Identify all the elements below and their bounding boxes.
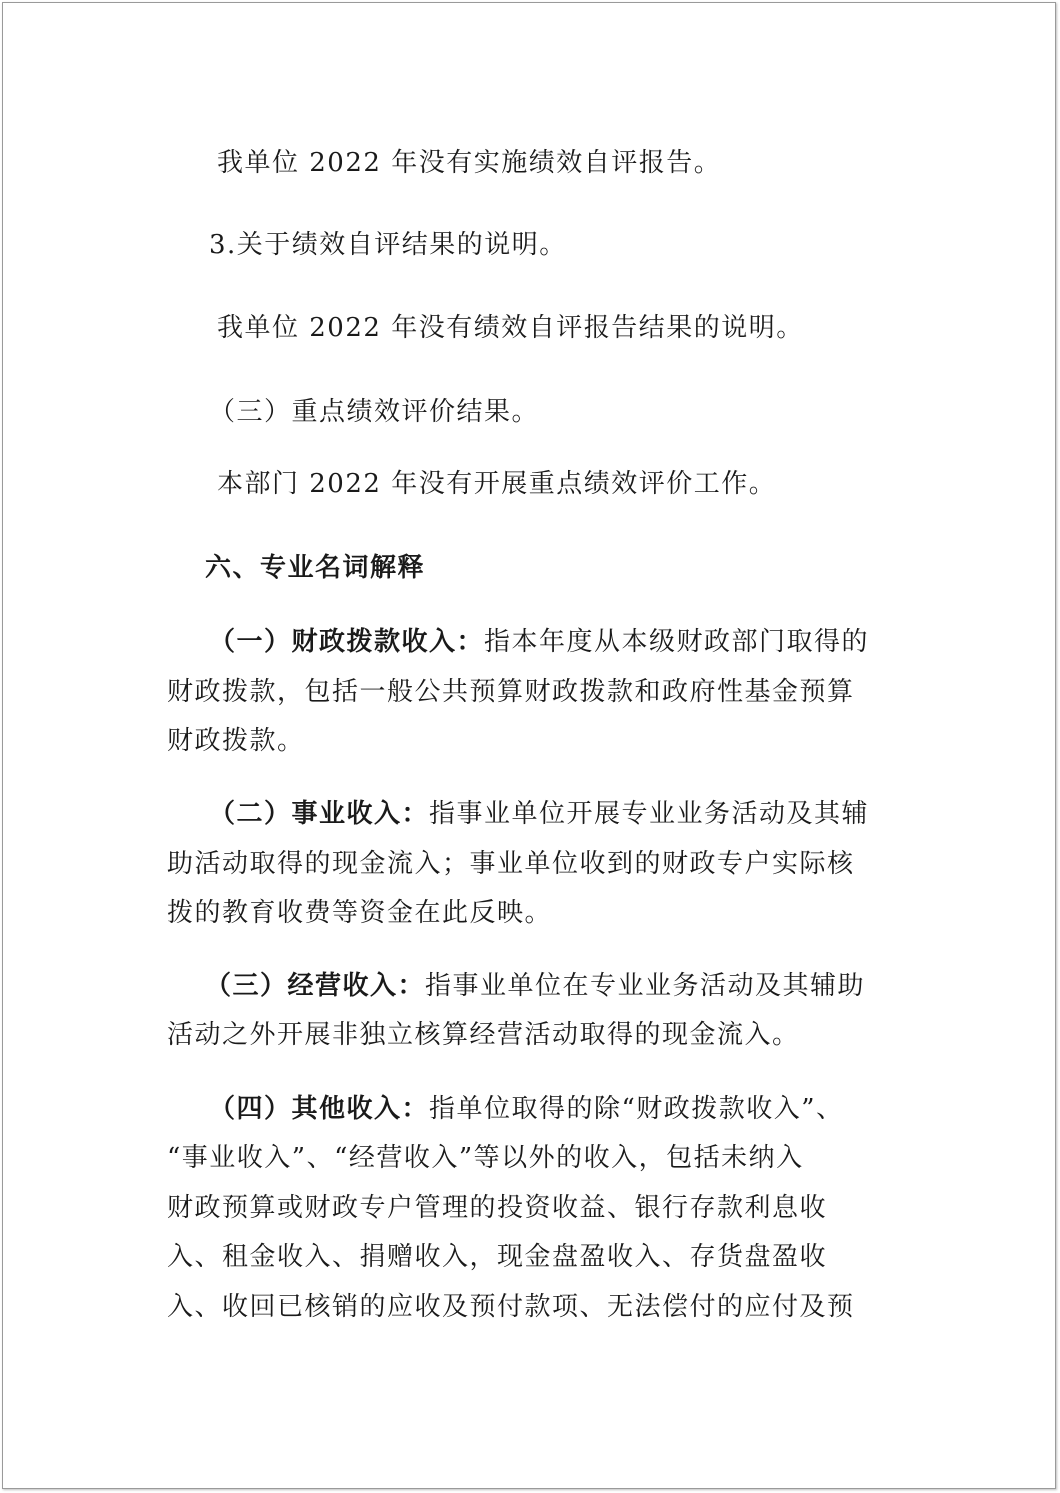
glossary-item-3 <box>205 970 865 1002</box>
paragraph-self-evaluation-report: 我单位 2022 年没有实施绩效自评报告。 <box>217 148 722 178</box>
heading-self-evaluation-result: 3.关于绩效自评结果的说明。 <box>209 230 567 260</box>
paragraph-key-evaluation: 本部门 2022 年没有开展重点绩效评价工作。 <box>217 469 777 499</box>
glossary-def-line: 指单位取得的除“财政拨款收入”、 <box>429 1094 844 1124</box>
glossary-def-line: 财政拨款。 <box>167 726 305 756</box>
heading-key-evaluation: （三）重点绩效评价结果。 <box>209 397 540 427</box>
glossary-term-operating-income: （三）经营收入： <box>205 971 426 1001</box>
glossary-def-line: 指本年度从本级财政部门取得的 <box>484 627 870 657</box>
glossary-def-line: 入、收回已核销的应收及预付款项、无法偿付的应付及预 <box>167 1292 855 1322</box>
glossary-item-4 <box>209 1093 844 1125</box>
glossary-term-business-income: （二）事业收入： <box>209 799 430 829</box>
glossary-def-line: 财政拨款，包括一般公共预算财政拨款和政府性基金预算 <box>167 677 855 707</box>
glossary-def-line: 入、租金收入、捐赠收入，现金盘盈收入、存货盘盈收 <box>167 1242 828 1272</box>
glossary-def-line: 拨的教育收费等资金在此反映。 <box>167 898 553 928</box>
glossary-def-line: 指事业单位开展专业业务活动及其辅 <box>429 799 870 829</box>
glossary-term-other-income: （四）其他收入： <box>209 1094 430 1124</box>
glossary-def-line: 助活动取得的现金流入；事业单位收到的财政专户实际核 <box>167 849 855 879</box>
document-page <box>2 2 1056 1489</box>
glossary-item-1 <box>209 626 869 658</box>
paragraph-self-evaluation-result: 我单位 2022 年没有绩效自评报告结果的说明。 <box>217 313 804 343</box>
glossary-def-line: 指事业单位在专业业务活动及其辅助 <box>425 971 866 1001</box>
glossary-def-line: 活动之外开展非独立核算经营活动取得的现金流入。 <box>167 1020 800 1050</box>
glossary-def-line: “事业收入”、“经营收入”等以外的收入，包括未纳入 <box>167 1143 804 1173</box>
glossary-term-fiscal-appropriation: （一）财政拨款收入： <box>209 627 485 657</box>
glossary-def-line: 财政预算或财政专户管理的投资收益、银行存款利息收 <box>167 1193 828 1223</box>
glossary-item-2 <box>209 798 869 830</box>
section-heading-glossary: 六、专业名词解释 <box>205 553 426 583</box>
